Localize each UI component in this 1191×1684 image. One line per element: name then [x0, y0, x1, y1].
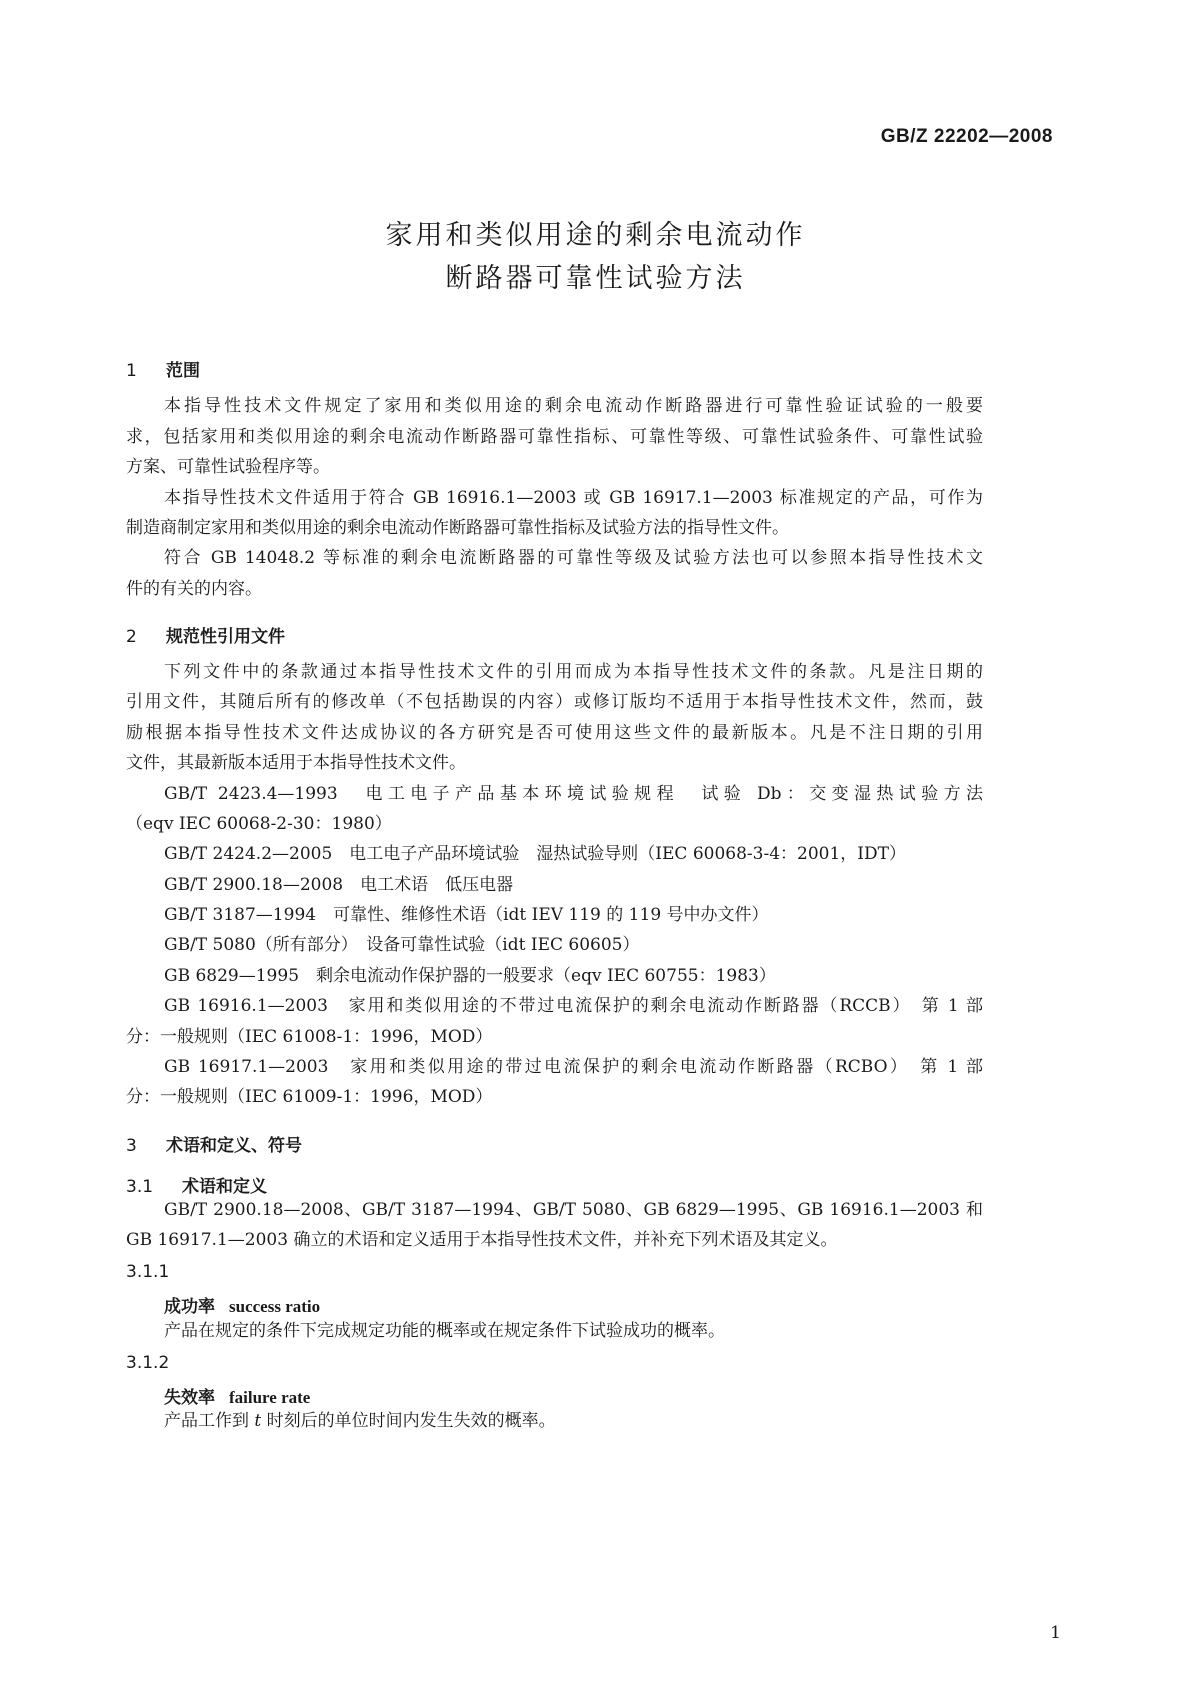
section-title: 范围: [166, 361, 200, 381]
paragraph-line: 引用文件，其随后所有的修改单（不包括勘误的内容）或修订版均不适用于本指导性技术文件，然而，鼓: [126, 692, 983, 712]
paragraph-line: 励根据本指导性技术文件达成协议的各方研究是否可使用这些文件的最新版本。凡是不注日期的引用: [126, 723, 983, 743]
section-title: 规范性引用文件: [166, 627, 285, 647]
time-variable: t: [254, 1411, 262, 1431]
reference-entry-continuation: 分：一般规则（IEC 61008-1：1996，MOD）: [126, 1027, 493, 1047]
section-number: 2: [126, 627, 137, 647]
section-title: 术语和定义、符号: [166, 1136, 302, 1156]
definition-text: 时刻后的单位时间内发生失效的概率。: [261, 1411, 556, 1431]
paragraph-line: 下列文件中的条款通过本指导性技术文件的引用而成为本指导性技术文件的条款。凡是注日期的: [164, 662, 983, 682]
paragraph-line: 方案、可靠性试验程序等。: [126, 457, 330, 477]
subsection-title: 术语和定义: [182, 1177, 267, 1197]
paragraph-line: 本指导性技术文件规定了家用和类似用途的剩余电流动作断路器进行可靠性验证试验的一般要: [164, 396, 983, 416]
paragraph-line: 件的有关的内容。: [126, 579, 262, 599]
term-name-cn: 失效率: [164, 1388, 215, 1408]
reference-entry: GB/T 3187—1994 可靠性、维修性术语（idt IEV 119 的 119 号中办文件）: [164, 905, 769, 925]
paragraph-line: 符合 GB 14048.2 等标准的剩余电流断路器的可靠性等级及试验方法也可以参照本指导性技术文: [164, 548, 983, 568]
term-definition: [164, 1413, 556, 1430]
standard-code: GB/Z 22202—2008: [880, 126, 1053, 147]
document-title-line-2: 断路器可靠性试验方法: [445, 263, 746, 294]
term-number: 3.1.2: [126, 1353, 170, 1373]
section-3-heading: [126, 1131, 302, 1156]
reference-entry: GB 6829—1995 剩余电流动作保护器的一般要求（eqv IEC 60755：1983）: [164, 966, 776, 986]
term-definition: 产品在规定的条件下完成规定功能的概率或在规定条件下试验成功的概率。: [164, 1321, 725, 1341]
section-2-heading: [126, 622, 285, 647]
page-number: 1: [1050, 1623, 1061, 1643]
reference-entry: GB/T 5080（所有部分） 设备可靠性试验（idt IEC 60605）: [164, 935, 640, 955]
subsection-number: 3.1: [126, 1177, 154, 1197]
reference-entry: GB/T 2424.2—2005 电工电子产品环境试验 湿热试验导则（IEC 60068-3-4：2001，IDT）: [164, 844, 906, 864]
term-heading: [164, 1292, 320, 1317]
term-name-en: failure rate: [229, 1388, 311, 1407]
paragraph-line: 文件，其最新版本适用于本指导性技术文件。: [126, 753, 466, 773]
term-name-cn: 成功率: [164, 1297, 215, 1317]
section-number: 3: [126, 1136, 137, 1156]
subsection-3-1-heading: [126, 1172, 267, 1197]
reference-entry-continuation: 分：一般规则（IEC 61009-1：1996，MOD）: [126, 1087, 493, 1107]
section-number: 1: [126, 361, 137, 381]
term-name-en: success ratio: [229, 1297, 321, 1316]
document-title-line-1: 家用和类似用途的剩余电流动作: [385, 220, 806, 251]
reference-entry: GB/T 2423.4—1993 电工电子产品基本环境试验规程 试验 Db：交变湿热试验方法: [164, 784, 983, 804]
reference-entry: GB 16917.1—2003 家用和类似用途的带过电流保护的剩余电流动作断路器（RCBO） 第 1 部: [164, 1057, 983, 1077]
term-heading: [164, 1383, 310, 1408]
definition-text: 产品工作到: [164, 1411, 255, 1431]
paragraph-line: GB 16917.1—2003 确立的术语和定义适用于本指导性技术文件，并补充下列术语及其定义。: [126, 1230, 838, 1250]
paragraph-line: GB/T 2900.18—2008、GB/T 3187—1994、GB/T 5080、GB 6829—1995、GB 16916.1—2003 和: [164, 1200, 983, 1220]
paragraph-line: 本指导性技术文件适用于符合 GB 16916.1—2003 或 GB 16917.1—2003 标准规定的产品，可作为: [164, 488, 983, 508]
term-number: 3.1.1: [126, 1262, 170, 1282]
reference-entry-continuation: （eqv IEC 60068-2-30：1980）: [126, 814, 392, 834]
paragraph-line: 求，包括家用和类似用途的剩余电流动作断路器可靠性指标、可靠性等级、可靠性试验条件、可靠性试验: [126, 427, 983, 447]
reference-entry: GB 16916.1—2003 家用和类似用途的不带过电流保护的剩余电流动作断路器（RCCB） 第 1 部: [164, 996, 983, 1016]
paragraph-line: 制造商制定家用和类似用途的剩余电流动作断路器可靠性指标及试验方法的指导性文件。: [126, 518, 789, 538]
reference-entry: GB/T 2900.18—2008 电工术语 低压电器: [164, 875, 514, 895]
section-1-heading: [126, 356, 200, 381]
